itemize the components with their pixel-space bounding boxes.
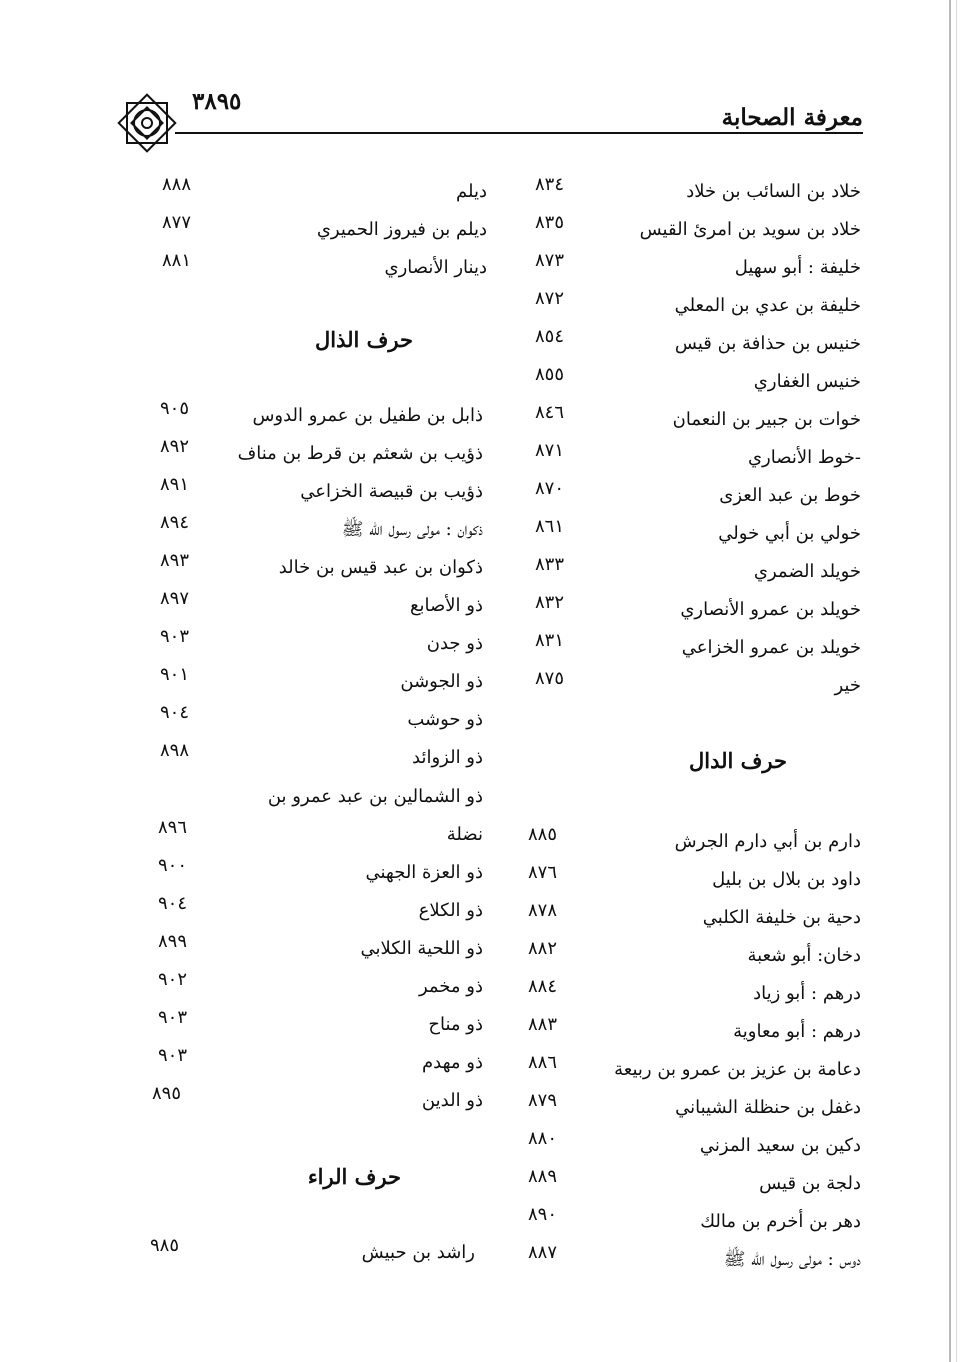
left-entry-page: ٩٠٤ xyxy=(160,702,190,723)
section-heading-dal: حرف الدال xyxy=(689,748,787,773)
right-entry-name: خوط بن عبد العزى xyxy=(719,485,861,506)
right-entry-name: خولي بن أبي خولي xyxy=(718,523,861,544)
left-entry-page: ٨٩٣ xyxy=(160,550,190,571)
left-entry-page: ٩٠١ xyxy=(160,664,190,685)
left-entry-name: ذكوان بن عبد قيس بن خالد xyxy=(278,557,483,578)
left-entry-name: ذو العزة الجهني xyxy=(365,862,483,883)
page-number: ٣٨٩٥ xyxy=(192,88,242,115)
left-entry-page: ٨٩٢ xyxy=(160,436,190,457)
left-entry-name: ذو الزوائد xyxy=(412,747,483,768)
left-entry-name: ذو مهدم xyxy=(422,1052,483,1073)
left-entry-name: ديلم بن فيروز الحميري xyxy=(316,219,487,240)
right-entry-page: ٨٣٢ xyxy=(535,592,565,613)
left-entry-name: ذو الجوشن xyxy=(400,671,483,692)
right-entry-page: ٨٣٣ xyxy=(535,554,565,575)
left-entry-name: ديلم xyxy=(456,181,487,202)
right-entry-page: ٨٨٥ xyxy=(528,824,558,845)
right-entry-name: خليفة بن عدي بن المعلي xyxy=(674,295,861,316)
left-entry-page: ٩٠٣ xyxy=(158,1007,188,1028)
right-entry-page: ٨٣١ xyxy=(535,630,565,651)
right-entry-page: ٨٦١ xyxy=(535,516,565,537)
right-entry-name: دخان: أبو شعبة xyxy=(747,945,861,966)
left-entry-name: نضلة xyxy=(446,824,483,845)
left-entry-name: ذؤيب بن قبيصة الخزاعي xyxy=(300,481,483,502)
left-entry-page: ٨٩٩ xyxy=(158,931,188,952)
right-entry-page: ٨٩٠ xyxy=(528,1204,558,1225)
left-entry-page: ٨٩٨ xyxy=(160,740,190,761)
left-entry-page: ٩٠٢ xyxy=(158,969,188,990)
right-entry-page: ٨٥٥ xyxy=(535,364,565,385)
right-entry-name: خير xyxy=(834,675,861,696)
left-entry-name: ذو حوشب xyxy=(407,709,483,730)
right-entry-page: ٨٨٧ xyxy=(528,1242,558,1263)
right-entry-page: ٨٤٦ xyxy=(535,402,565,423)
right-entry-name: دكين بن سعيد المزني xyxy=(699,1135,861,1156)
right-entry-name: درهم : أبو زياد xyxy=(753,983,861,1004)
right-entry-page: ٨٨٠ xyxy=(528,1128,558,1149)
page-edge-inner xyxy=(956,0,957,1362)
left-entry-page: ٩٠٠ xyxy=(158,855,188,876)
right-entry-name: خنيس الغفاري xyxy=(753,371,861,392)
left-entry-name: ذو مخمر xyxy=(418,976,483,997)
left-entry-page: ٩٠٥ xyxy=(160,398,190,419)
right-entry-name: خويلد بن عمرو الخزاعي xyxy=(681,637,861,658)
right-entry-page: ٨٨٩ xyxy=(528,1166,558,1187)
left-entry-name: ذو جدن xyxy=(426,633,483,654)
right-entry-name: خويلد بن عمرو الأنصاري xyxy=(680,599,861,620)
left-entry-name: ذو مناح xyxy=(428,1014,483,1035)
left-entry-page: ٩٠٤ xyxy=(158,893,188,914)
right-entry-name: دارم بن أبي دارم الجرش xyxy=(674,831,861,852)
right-entry-page: ٨٧٦ xyxy=(528,862,558,883)
right-entry-name: دوس : مولى رسول الله ﷺ xyxy=(723,1249,861,1270)
left-entry-name: ذكوان : مولى رسول الله ﷺ xyxy=(341,519,483,540)
right-entry-name: خويلد الضمري xyxy=(753,561,861,582)
page-edge xyxy=(949,0,951,1362)
right-entry-page: ٨٨٢ xyxy=(528,938,558,959)
left-entry-page: ٨٩١ xyxy=(160,474,190,495)
right-entry-name: -خوط الأنصاري xyxy=(747,447,861,468)
right-entry-name: دلجة بن قيس xyxy=(759,1173,861,1194)
left-entry-page: ٨٧٧ xyxy=(162,212,192,233)
right-entry-name: دعامة بن عزيز بن عمرو بن ربيعة xyxy=(614,1059,861,1080)
left-entry-page: ٨٩٥ xyxy=(152,1083,182,1104)
right-entry-name: دهر بن أخرم بن مالك xyxy=(700,1211,861,1232)
running-title: معرفة الصحابة xyxy=(721,104,863,131)
left-entry-page: ٨٨٨ xyxy=(162,174,192,195)
right-entry-name: درهم : أبو معاوية xyxy=(733,1021,861,1042)
right-entry-page: ٨٣٥ xyxy=(535,212,565,233)
left-entry-page: ٨٩٦ xyxy=(158,817,188,838)
right-entry-name: خلاد بن السائب بن خلاد xyxy=(686,181,861,202)
right-entry-name: خنيس بن حذافة بن قيس xyxy=(674,333,861,354)
left-entry-page: ٩٠٣ xyxy=(158,1045,188,1066)
right-entry-page: ٨٧٩ xyxy=(528,1090,558,1111)
right-entry-page: ٨٧٥ xyxy=(535,668,565,689)
left-entry-page: ٩٠٣ xyxy=(160,626,190,647)
left-entry-page: ٨٩٧ xyxy=(160,588,190,609)
section-heading-ra: حرف الراء xyxy=(307,1164,401,1189)
right-entry-name: داود بن بلال بن بليل xyxy=(712,869,861,890)
right-entry-page: ٨٣٤ xyxy=(535,174,565,195)
right-entry-page: ٨٧٣ xyxy=(535,250,565,271)
right-entry-name: خلاد بن سويد بن امرئ القيس xyxy=(639,219,861,240)
left-entry-name: ذو الأصابع xyxy=(409,595,483,616)
left-entry-page: ٨٨١ xyxy=(162,250,192,271)
left-entry-name: ذو الشمالين بن عبد عمرو بن xyxy=(267,786,483,807)
right-entry-name: خليفة : أبو سهيل xyxy=(734,257,861,278)
left-entry-page: ٨٩٤ xyxy=(160,512,190,533)
section-heading-dhal: حرف الذال xyxy=(315,327,413,352)
right-entry-page: ٨٧١ xyxy=(535,440,565,461)
right-entry-name: دحية بن خليفة الكلبي xyxy=(702,907,861,928)
right-entry-page: ٨٧٠ xyxy=(535,478,565,499)
right-entry-page: ٨٧٨ xyxy=(528,900,558,921)
left-entry-page: ٩٨٥ xyxy=(150,1235,180,1256)
right-entry-page: ٨٨٦ xyxy=(528,1052,558,1073)
right-entry-name: دغفل بن حنظلة الشيباني xyxy=(675,1097,861,1118)
left-entry-name: دينار الأنصاري xyxy=(384,257,487,278)
left-entry-name: ذابل بن طفيل بن عمرو الدوس xyxy=(252,405,483,426)
ornament-icon xyxy=(114,90,180,156)
right-entry-page: ٨٨٤ xyxy=(528,976,558,997)
left-entry-name: راشد بن حبيش xyxy=(361,1242,475,1263)
header-rule xyxy=(175,132,863,134)
left-entry-name: ذؤيب بن شعثم بن قرط بن مناف xyxy=(237,443,483,464)
left-entry-name: ذو الدين xyxy=(421,1090,483,1111)
left-entry-name: ذو اللحية الكلابي xyxy=(360,938,483,959)
left-entry-name: ذو الكلاع xyxy=(418,900,483,921)
right-entry-page: ٨٧٢ xyxy=(535,288,565,309)
right-entry-name: خوات بن جبير بن النعمان xyxy=(672,409,861,430)
right-entry-page: ٨٨٣ xyxy=(528,1014,558,1035)
right-entry-page: ٨٥٤ xyxy=(535,326,565,347)
